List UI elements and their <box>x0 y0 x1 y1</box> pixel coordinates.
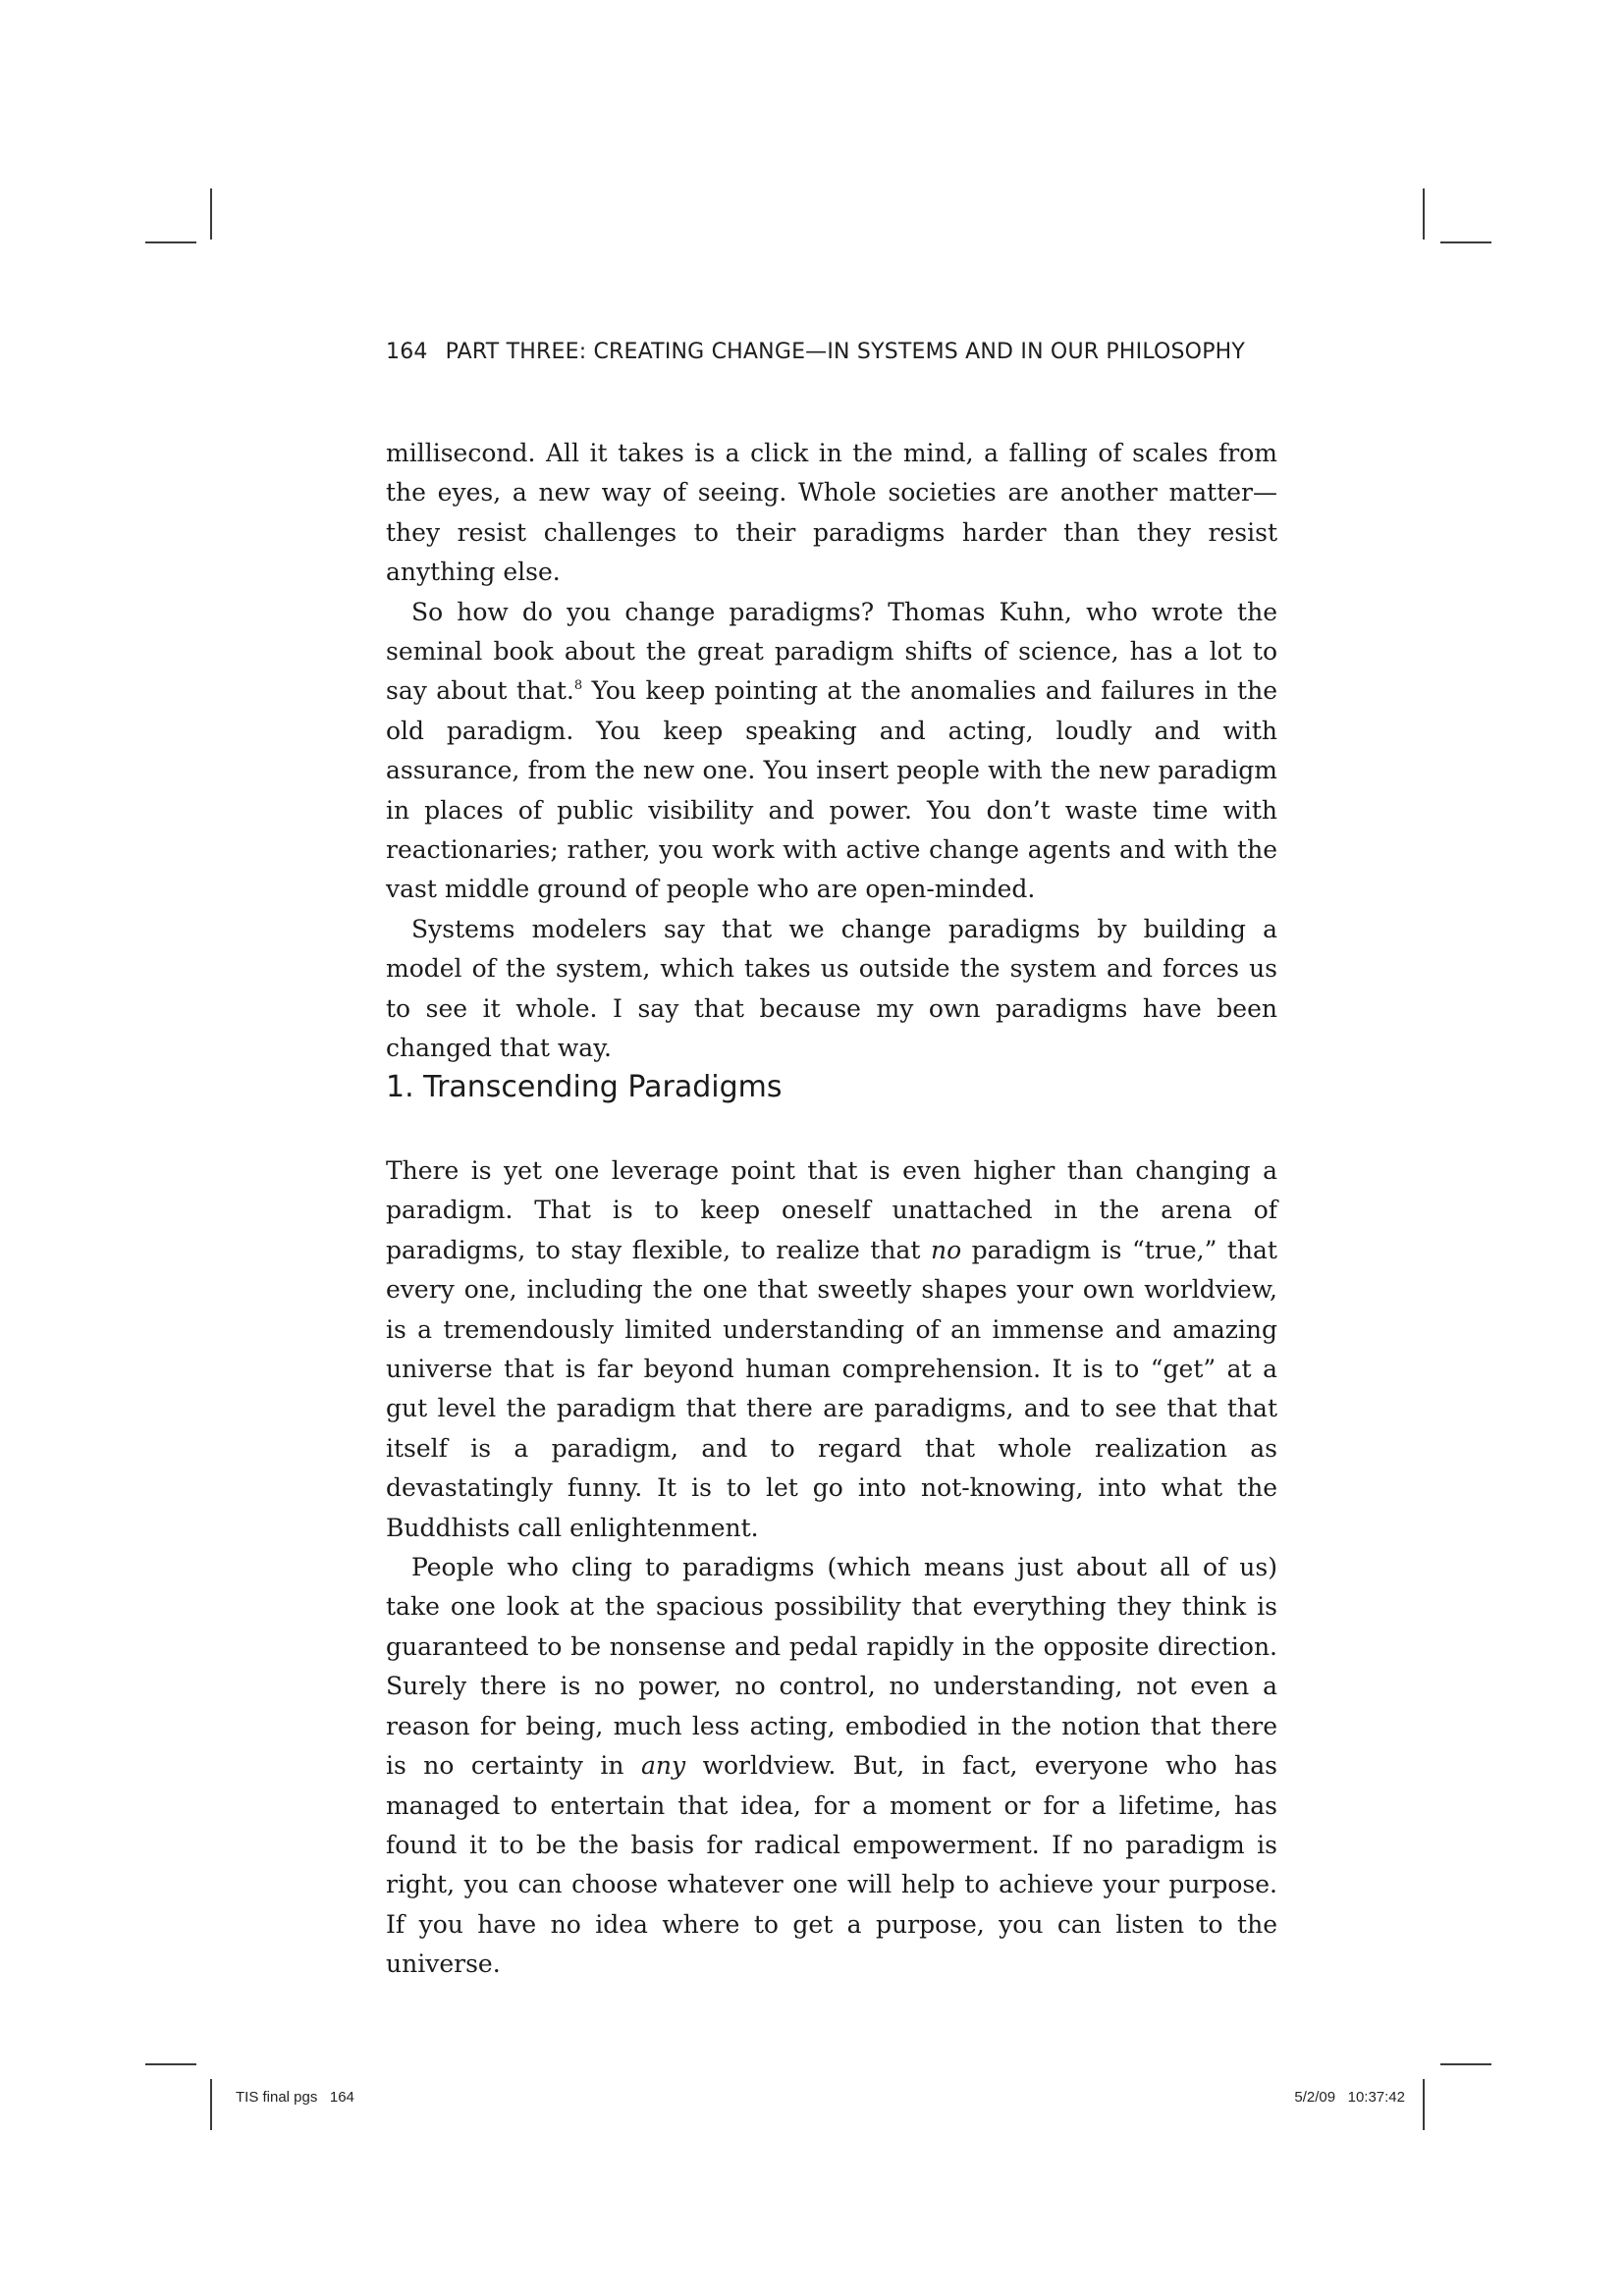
crop-mark-top-left-horizontal <box>145 241 196 243</box>
section-heading: 1. Transcending Paradigms <box>386 1070 783 1104</box>
slug-right: 5/2/09 10:37:42 <box>1294 2089 1405 2106</box>
body-text-block-2 <box>386 1151 1277 1985</box>
paragraph: Systems modelers say that we change paradigms by building a model of the system, which takes us outside the system and forces us to see it whole. I say that because my own paradigms have been changed that way. <box>386 914 1277 1063</box>
paragraph-text: People who cling to paradigms (which means just about all of us) take one look at the spacious possibility that everything they think is guaranteed to be nonsense and pedal rapidly in the opposite direction. Surely there is no power, no control, no understanding, not even a reason for being, much less acting, embodied in the notion that there is no certainty in <box>386 1553 1277 1781</box>
footnote-reference[interactable]: 8 <box>573 678 583 694</box>
crop-mark-top-right-horizontal <box>1440 241 1491 243</box>
paragraph <box>386 593 1277 910</box>
paragraph-text: paradigm is “true,” that every one, including the one that sweetly shapes your own worldview, is a tremendously limited understanding of an immense and amazing universe that is far beyond human comprehension. It is to “get” at a gut level the paradigm that there are paradigms, and to see that that itself is a paradigm, and to regard that whole realization as devastatingly funny. It is to let go into not-knowing, into what the Buddhists call enlightenment. <box>386 1235 1277 1542</box>
paragraph-text: You keep pointing at the anomalies and failures in the old paradigm. You keep speaking and acting, loudly and with assurance, from the new one. You insert people with the new paradigm in places of public visibility and power. You don’t waste time with reactionaries; rather, you work with active change agents and with the vast middle ground of people who are open-minded. <box>386 676 1278 904</box>
crop-mark-bottom-left-vertical <box>210 2079 212 2130</box>
emphasis: no <box>930 1235 962 1264</box>
slug-left: TIS final pgs 164 <box>236 2089 354 2106</box>
paragraph-text: So how do you change paradigms? Thomas Kuhn, who wrote the seminal book about the great paradigm shifts of science, has a lot to say about that. <box>386 597 1277 706</box>
page-number: 164 <box>386 340 428 364</box>
paragraph: millisecond. All it takes is a click in the mind, a falling of scales from the eyes, a new way of seeing. Whole societies are another matter—they resist challenges to their paradigms harder than they resist anything else. <box>386 439 1277 587</box>
running-title: PART THREE: CREATING CHANGE—IN SYSTEMS AND IN OUR PHILOSOPHY <box>445 340 1246 364</box>
crop-mark-top-right-vertical <box>1423 188 1425 240</box>
crop-mark-bottom-right-horizontal <box>1440 2063 1491 2065</box>
paragraph-text: There is yet one leverage point that is even higher than changing a paradigm. That is to keep oneself unattached in the arena of paradigms, to stay flexible, to realize that <box>386 1156 1277 1264</box>
body-text-block-1 <box>386 434 1277 1069</box>
running-header <box>386 340 1279 364</box>
crop-mark-bottom-right-vertical <box>1423 2079 1425 2130</box>
crop-mark-bottom-left-horizontal <box>145 2063 196 2065</box>
crop-mark-top-left-vertical <box>210 188 212 240</box>
paragraph <box>386 1151 1277 1548</box>
paragraph <box>386 1548 1277 1984</box>
emphasis: any <box>640 1751 686 1781</box>
paragraph-text: worldview. But, in fact, everyone who has managed to entertain that idea, for a moment or for a lifetime, has found it to be the basis for radical empowerment. If no paradigm is right, you can choose whatever one will help to achieve your purpose. If you have no idea where to get a purpose, you can listen to the universe. <box>386 1751 1277 1979</box>
